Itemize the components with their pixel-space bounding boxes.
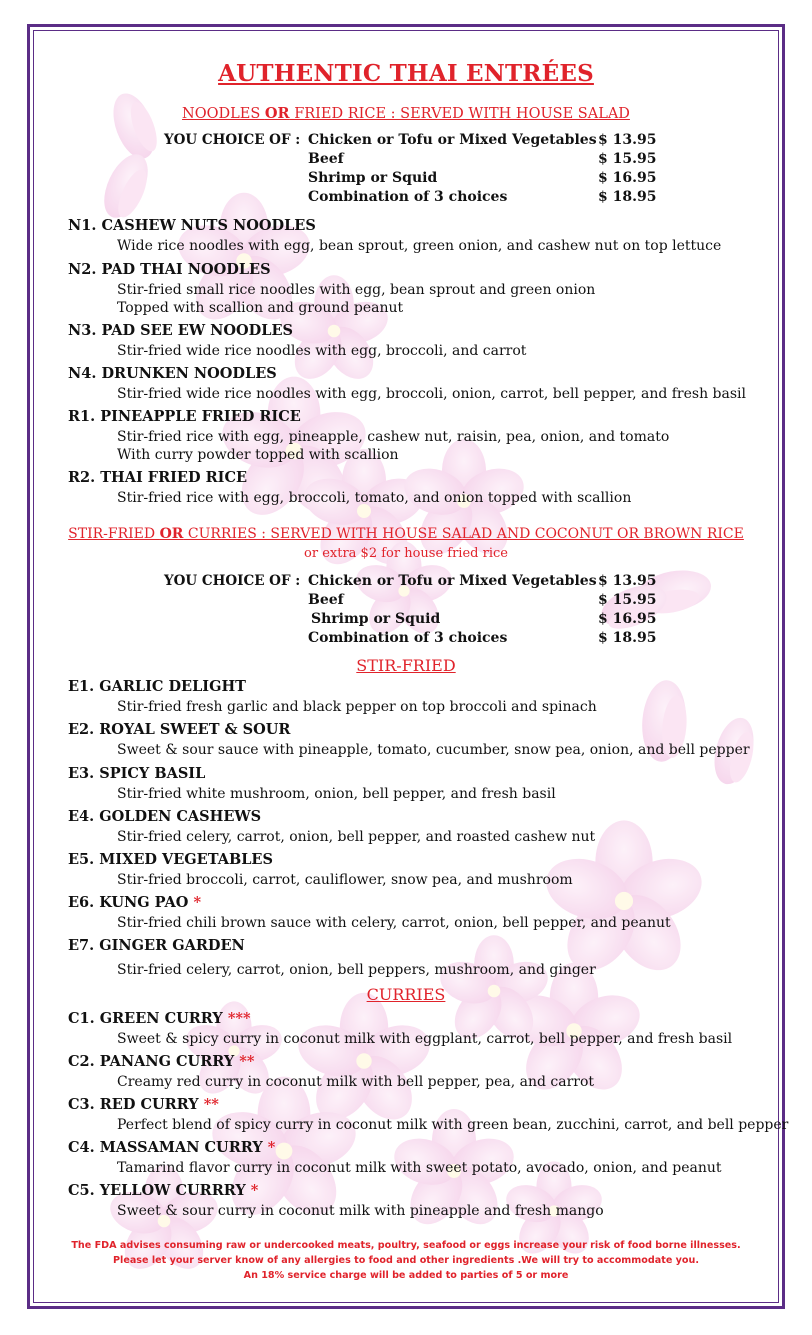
choice-item: Shrimp or Squid xyxy=(308,170,438,186)
choice-price: $ 18.95 xyxy=(598,630,657,646)
menu-item-name xyxy=(68,894,201,911)
menu-item-name: N1. CASHEW NUTS NOODLES xyxy=(68,217,316,234)
menu-item-name xyxy=(68,1010,251,1027)
choice-price: $ 16.95 xyxy=(598,611,657,627)
menu-item-name: E3. SPICY BASIL xyxy=(68,765,206,782)
menu-item-desc: Topped with scallion and ground peanut xyxy=(117,300,404,316)
menu-item-desc: Perfect blend of spicy curry in coconut milk with green bean, zucchini, carrot, and bell pepper xyxy=(117,1117,789,1133)
menu-item-name: E1. GARLIC DELIGHT xyxy=(68,678,246,695)
menu-item-title: C2. PANANG CURRY xyxy=(68,1053,235,1070)
menu-item-name xyxy=(68,1053,254,1070)
menu-item-desc: Stir-fried broccoli, carrot, cauliflower, snow pea, and mushroom xyxy=(117,872,573,888)
menu-item-name: N2. PAD THAI NOODLES xyxy=(68,261,271,278)
choice-item: Beef xyxy=(308,151,344,167)
noodles-header-part-a: NOODLES xyxy=(182,106,265,122)
menu-item-desc: Stir-fried celery, carrot, onion, bell peppers, mushroom, and ginger xyxy=(117,962,596,978)
stirfry-section-header xyxy=(0,526,812,542)
curries-section-title: CURRIES xyxy=(366,985,446,1004)
service-charge-notice: An 18% service charge will be added to parties of 5 or more xyxy=(243,1270,569,1281)
choice-item: Shrimp or Squid xyxy=(311,611,441,627)
menu-item-name: E7. GINGER GARDEN xyxy=(68,937,245,954)
menu-item-desc: Creamy red curry in coconut milk with bell pepper, pea, and carrot xyxy=(117,1074,595,1090)
spice-level-stars: ** xyxy=(239,1053,255,1070)
choice-label: YOU CHOICE OF : xyxy=(164,132,301,148)
choice-price: $ 13.95 xyxy=(598,573,657,589)
menu-item-name xyxy=(68,1139,275,1156)
spice-level-stars: * xyxy=(267,1139,276,1156)
menu-item-desc: Wide rice noodles with egg, bean sprout, green onion, and cashew nut on top lettuce xyxy=(117,238,722,254)
menu-item-name: E2. ROYAL SWEET & SOUR xyxy=(68,721,291,738)
menu-item-desc: Stir-fried fresh garlic and black pepper on top broccoli and spinach xyxy=(117,699,597,715)
menu-item-desc: Sweet & sour sauce with pineapple, tomato, cucumber, snow pea, onion, and bell pepper xyxy=(117,742,750,758)
spice-level-stars: *** xyxy=(227,1010,251,1027)
menu-item-desc: Stir-fried wide rice noodles with egg, broccoli, onion, carrot, bell pepper, and fresh basil xyxy=(117,386,747,402)
spice-level-stars: ** xyxy=(203,1096,219,1113)
choice-price: $ 16.95 xyxy=(598,170,657,186)
fried-rice-note: or extra $2 for house fried rice xyxy=(304,546,508,561)
spice-level-stars: * xyxy=(193,894,202,911)
choice-item: Combination of 3 choices xyxy=(308,189,508,205)
choice-price: $ 13.95 xyxy=(598,132,657,148)
choice-item: Beef xyxy=(308,592,344,608)
menu-item-name: N3. PAD SEE EW NOODLES xyxy=(68,322,293,339)
menu-title: AUTHENTIC THAI ENTRÉES xyxy=(218,60,594,87)
stirfried-section-title: STIR-FRIED xyxy=(356,656,456,675)
menu-item-title: E6. KUNG PAO xyxy=(68,894,189,911)
menu-item-name: E5. MIXED VEGETABLES xyxy=(68,851,273,868)
menu-item-title: C5. YELLOW CURRRY xyxy=(68,1182,246,1199)
menu-item-desc: Stir-fried chili brown sauce with celery, carrot, onion, bell pepper, and peanut xyxy=(117,915,671,931)
menu-item-name xyxy=(68,1096,219,1113)
stirfry-header-or: OR xyxy=(159,526,184,542)
menu-item-title: C3. RED CURRY xyxy=(68,1096,199,1113)
menu-item-name xyxy=(68,1182,258,1199)
allergy-notice: Please let your server know of any allergies to food and other ingredients .We will try to accommodate you. xyxy=(113,1255,699,1266)
choice-item: Chicken or Tofu or Mixed Vegetables xyxy=(308,132,597,148)
choice-label: YOU CHOICE OF : xyxy=(164,573,301,589)
menu-item-name: N4. DRUNKEN NOODLES xyxy=(68,365,277,382)
menu-item-desc: Stir-fried small rice noodles with egg, bean sprout and green onion xyxy=(117,282,596,298)
menu-item-desc: Stir-fried rice with egg, pineapple, cashew nut, raisin, pea, onion, and tomato xyxy=(117,429,670,445)
stirfry-header-part-a: STIR-FRIED xyxy=(68,526,160,542)
menu-item-desc: Sweet & sour curry in coconut milk with pineapple and fresh mango xyxy=(117,1203,604,1219)
choice-item: Chicken or Tofu or Mixed Vegetables xyxy=(308,573,597,589)
noodles-header-or: OR xyxy=(264,105,290,122)
noodles-header-part-b: FRIED RICE : SERVED WITH HOUSE SALAD xyxy=(289,106,630,122)
choice-price: $ 15.95 xyxy=(598,151,657,167)
menu-item-title: C1. GREEN CURRY xyxy=(68,1010,223,1027)
noodles-section-header xyxy=(0,105,812,122)
menu-item-name: R2. THAI FRIED RICE xyxy=(68,469,248,486)
menu-item-name: R1. PINEAPPLE FRIED RICE xyxy=(68,408,301,425)
menu-item-name: E4. GOLDEN CASHEWS xyxy=(68,808,262,825)
stirfry-header-part-b: CURRIES : SERVED WITH HOUSE SALAD AND COCONUT OR BROWN RICE xyxy=(183,526,744,542)
menu-item-desc: Stir-fried celery, carrot, onion, bell pepper, and roasted cashew nut xyxy=(117,829,596,845)
fda-disclaimer: The FDA advises consuming raw or undercooked meats, poultry, seafood or eggs increase your risk of food borne illnesses. xyxy=(71,1240,741,1251)
menu-item-title: C4. MASSAMAN CURRY xyxy=(68,1139,263,1156)
choice-item: Combination of 3 choices xyxy=(308,630,508,646)
spice-level-stars: * xyxy=(250,1182,259,1199)
menu-item-desc: Stir-fried rice with egg, broccoli, tomato, and onion topped with scallion xyxy=(117,490,632,506)
menu-item-desc: Tamarind flavor curry in coconut milk with sweet potato, avocado, onion, and peanut xyxy=(117,1160,722,1176)
menu-item-desc: With curry powder topped with scallion xyxy=(117,447,399,463)
menu-item-desc: Sweet & spicy curry in coconut milk with eggplant, carrot, bell pepper, and fresh basil xyxy=(117,1031,733,1047)
menu-item-desc: Stir-fried white mushroom, onion, bell pepper, and fresh basil xyxy=(117,786,556,802)
choice-price: $ 18.95 xyxy=(598,189,657,205)
choice-price: $ 15.95 xyxy=(598,592,657,608)
menu-item-desc: Stir-fried wide rice noodles with egg, broccoli, and carrot xyxy=(117,343,527,359)
